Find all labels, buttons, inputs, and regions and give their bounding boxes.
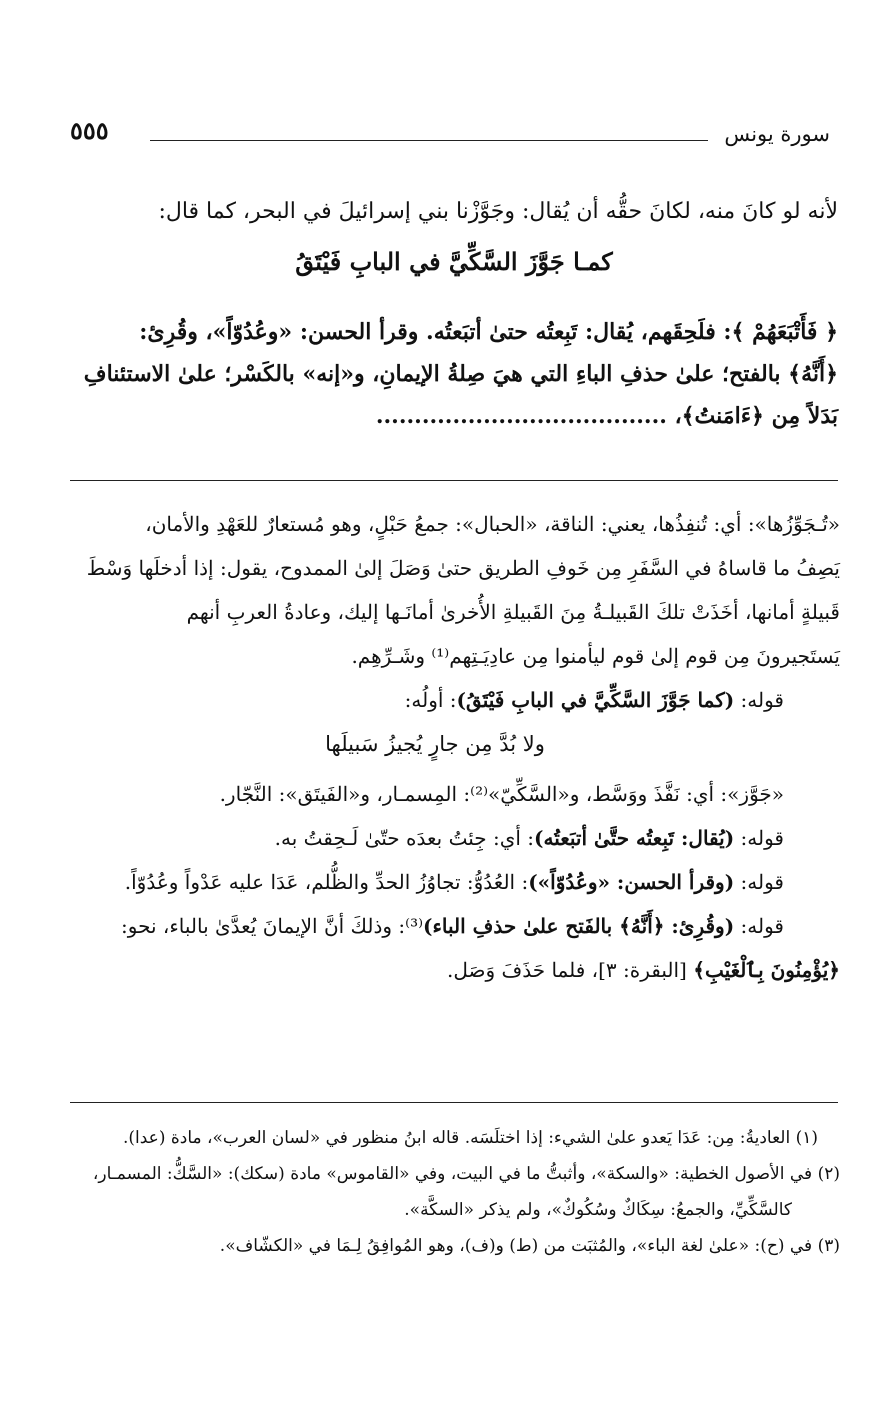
quran-citation: ﴿يُؤْمِنُونَ بِٱلْغَيْبِ﴾ bbox=[693, 958, 840, 982]
commentary-quote bbox=[70, 860, 840, 904]
commentary-line: «تُـجَوِّزُها»: أي: تُنفِذُها، يعني: الناقة، «الحبال»: جمعُ حَبْلٍ، وهو مُستعارٌ للعَهْدِ والأمان، bbox=[145, 512, 840, 536]
page-header bbox=[70, 116, 830, 156]
header-rule bbox=[150, 140, 708, 141]
commentary-definition: «جَوَّز»: أي: نَفَّذَ ووَسَّط، و«السَّكِّيّ»⁽²⁾: المِسمـار، و«الفَيتَق»: النَّجّار. bbox=[219, 782, 784, 806]
commentary-line: يَستَجيرونَ مِن قوم إلىٰ قوم ليأمنوا مِن عادِيَـتِهم⁽¹⁾ وشَـرِّهِم. bbox=[351, 644, 840, 668]
running-title: سورة يونس bbox=[724, 122, 830, 146]
quote-gloss: : أي: جِئتُ بعدَه حتّىٰ لَـحِقتُ به. bbox=[274, 826, 535, 850]
quote-lemma: (كما جَوَّزَ السَّكِّيَّ في البابِ فَيْتَقُ) bbox=[456, 688, 735, 712]
citation-text: [البقرة: ٣]، فلما حَذَفَ وَصَل. bbox=[446, 958, 694, 982]
commentary-quote bbox=[70, 904, 840, 948]
commentary-line bbox=[70, 948, 840, 992]
main-text bbox=[70, 194, 838, 440]
footnote-2: (٢) في الأصول الخطية: «والسكة»، وأثبتُّ ما في البيت، وفي «القاموس» مادة (سكك): «السَّكُّ: المسمـار، bbox=[92, 1164, 840, 1184]
commentary-quote bbox=[70, 678, 840, 722]
main-line: لأنه لو كانَ منه، لكانَ حقُّه أن يُقال: وجَوَّزْنا بني إسرائيلَ في البحر، كما قال: bbox=[158, 199, 838, 224]
main-line: ﴿ فَأَتْبَعَهُمْ ﴾: فلَحِقَهم، يُقال: تَبِعتُه حتىٰ أتبَعتُه. وقرأ الحسن: «وعُدُوّاً»، وقُرِئ: bbox=[139, 319, 838, 345]
page-number: ٥٥٥ bbox=[70, 116, 109, 145]
footnotes bbox=[70, 1120, 840, 1264]
poetry-verse: كمـا جَوَّزَ السَّكِّيَّ في البابِ فَيْتَقُ bbox=[295, 247, 613, 276]
quote-lemma: (يُقال: تَبِعتُه حتَّىٰ أتبَعتُه) bbox=[534, 826, 735, 850]
commentary-line: يَصِفُ ما قاساهُ في السَّفَرِ مِن خَوفِ الطريق حتىٰ وَصَلَ إلىٰ الممدوح، يقول: إذا أدخلَها وَسْطَ bbox=[86, 556, 840, 580]
footnote-3: (٣) في (ح): «علىٰ لغة الباء»، والمُثبَت من (ط) و(ف)، وهو المُوافِقُ لِـمَا في «الكشّاف». bbox=[219, 1236, 840, 1256]
commentary-quote bbox=[70, 816, 840, 860]
quote-gloss: ⁽³⁾: وذلكَ أنَّ الإيمانَ يُعدَّىٰ بالباء، نحو: bbox=[121, 914, 424, 938]
quote-prefix: قوله: bbox=[740, 870, 784, 894]
commentary-line: قَبيلةٍ أمانها، أخَذَتْ تلكَ القَبيلـةُ مِنَ القَبيلةِ الأُخرىٰ أمانَـها إليك، وعادةُ العربِ أنهم bbox=[186, 600, 840, 624]
quote-lemma: (وقُرِئ: ﴿أَنَّهُ﴾ بالفَتح علىٰ حذفِ الباء) bbox=[423, 914, 735, 938]
quote-gloss: : أولُه: bbox=[404, 688, 457, 712]
quote-lemma: (وقرأ الحسن: «وعُدُوّاً») bbox=[528, 870, 735, 894]
commentary bbox=[70, 502, 840, 992]
poem-hemistich: ولا بُدَّ مِن جارٍ يُجيزُ سَبيلَها bbox=[325, 732, 545, 756]
section-divider bbox=[70, 480, 838, 481]
main-line: ﴿أَنَّهُ﴾ بالفتح؛ علىٰ حذفِ الباءِ التي هيَ صِلةُ الإيمانِ، و«إنه» بالكَسْر؛ علىٰ الاستئنافِ bbox=[83, 361, 838, 387]
footnote-2-continued: كالسَّكِّيِّ، والجمعُ: سِكَاكٌ وسُكُوكٌ»، ولم يذكر «السكَّة». bbox=[404, 1200, 792, 1220]
footnote-1: (١) العاديةُ: مِن: عَدَا يَعدو علىٰ الشيء: إذا اختلَسَه. قاله ابنُ منظور في «لسان العرب»، مادة (عدا). bbox=[123, 1128, 818, 1148]
footnote-divider bbox=[70, 1102, 838, 1103]
quote-prefix: قوله: bbox=[740, 688, 784, 712]
quote-prefix: قوله: bbox=[740, 914, 784, 938]
quote-gloss: : العُدُوُّ: تجاوُزُ الحدِّ والظُّلم، عَدَا عليه عَدْواً وعُدُوّاً. bbox=[124, 870, 529, 894]
quote-prefix: قوله: bbox=[740, 826, 784, 850]
main-line: بَدَلاً مِن ﴿ءَامَنتُ﴾، ...................................... bbox=[375, 403, 838, 429]
